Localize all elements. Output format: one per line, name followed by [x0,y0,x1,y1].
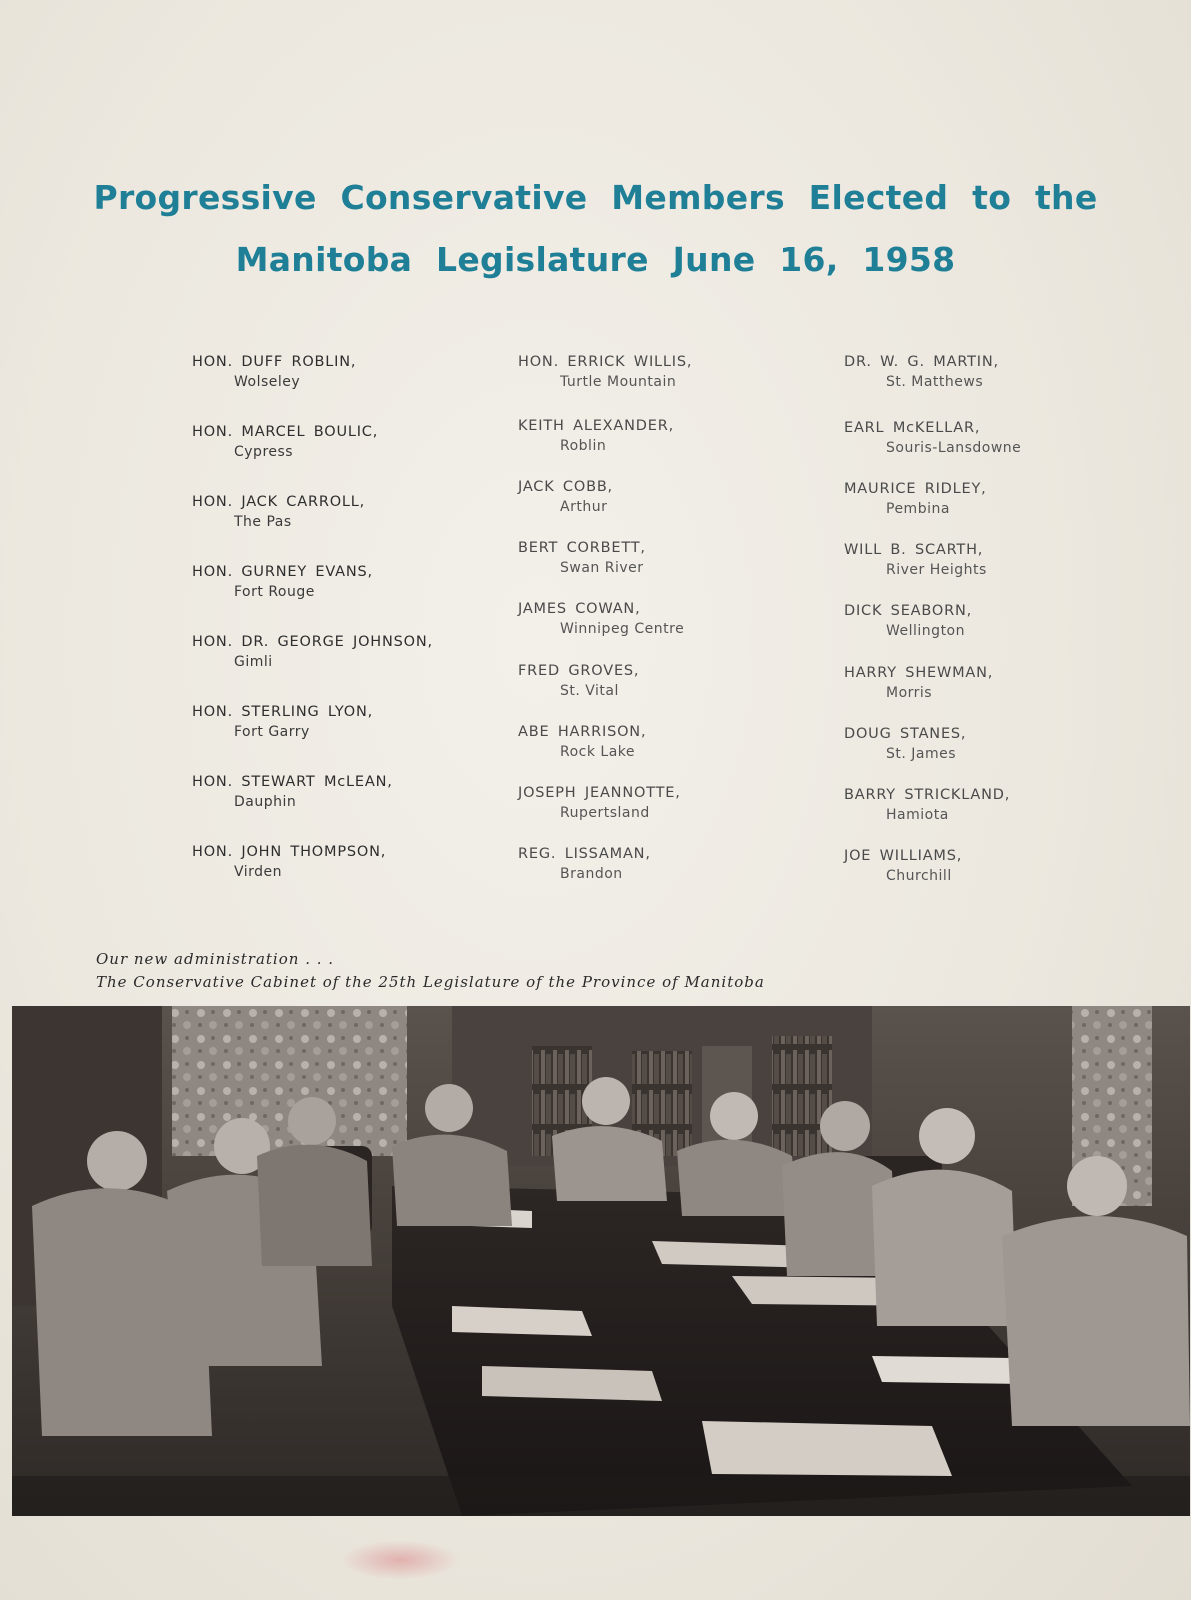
member-name: BARRY STRICKLAND, [844,787,1011,803]
member-name: EARL McKELLAR, [844,420,981,436]
member-riding: Arthur [560,499,608,515]
member-entry [518,661,818,701]
member-riding: Gimli [234,654,273,670]
member-name: FRED GROVES, [518,663,640,679]
member-name: JOSEPH JEANNOTTE, [518,785,681,801]
ink-smudge [340,1540,460,1580]
cabinet-photo [12,1006,1190,1516]
member-entry [844,601,1144,641]
member-riding: Swan River [560,560,644,576]
member-name: HON. STEWART McLEAN, [192,774,393,790]
caption-line-2: The Conservative Cabinet of the 25th Legislature of the Province of Manitoba [96,973,765,991]
member-riding: Turtle Mountain [560,374,677,390]
member-riding: St. Vital [560,683,619,699]
member-name: WILL B. SCARTH, [844,542,984,558]
member-name: JACK COBB, [518,479,613,495]
member-name: HON. GURNEY EVANS, [192,564,373,580]
member-entry [192,702,492,742]
member-riding: Souris-Lansdowne [886,440,1022,456]
member-entry [518,352,818,392]
member-entry [844,663,1144,703]
member-riding: Brandon [560,866,623,882]
member-name: HON. MARCEL BOULIC, [192,424,379,440]
member-riding: Dauphin [234,794,297,810]
title-line-2: Manitoba Legislature June 16, 1958 [235,240,956,279]
title-line-1: Progressive Conservative Members Elected to the [93,178,1098,217]
member-riding: Pembina [886,501,950,517]
member-riding: Rock Lake [560,744,636,760]
member-entry [844,479,1144,519]
member-riding: The Pas [234,514,292,530]
member-entry [192,632,492,672]
member-entry [844,785,1144,825]
member-name: HON. JACK CARROLL, [192,494,366,510]
member-entry [518,599,818,639]
member-riding: St. James [886,746,957,762]
member-entry [518,783,818,823]
member-name: DICK SEABORN, [844,603,973,619]
member-riding: Hamiota [886,807,949,823]
member-name: JOE WILLIAMS, [844,848,963,864]
member-riding: Fort Garry [234,724,310,740]
member-entry [844,540,1144,580]
member-name: DR. W. G. MARTIN, [844,354,999,370]
member-name: HON. STERLING LYON, [192,704,374,720]
member-entry [844,846,1144,886]
member-entry [518,538,818,578]
member-name: ABE HARRISON, [518,724,647,740]
member-riding: Winnipeg Centre [560,621,685,637]
member-name: MAURICE RIDLEY, [844,481,987,497]
member-riding: Fort Rouge [234,584,315,600]
member-riding: Roblin [560,438,607,454]
member-name: HON. ERRICK WILLIS, [518,354,693,370]
member-name: HON. DUFF ROBLIN, [192,354,357,370]
member-name: HARRY SHEWMAN, [844,665,994,681]
photo-caption [96,948,765,994]
member-name: KEITH ALEXANDER, [518,418,674,434]
member-entry [192,492,492,532]
member-entry [518,844,818,884]
member-riding: Churchill [886,868,952,884]
member-entry [192,772,492,812]
member-name: JAMES COWAN, [518,601,641,617]
member-riding: Wellington [886,623,965,639]
member-entry [844,724,1144,764]
member-riding: Cypress [234,444,294,460]
member-name: HON. DR. GEORGE JOHNSON, [192,634,433,650]
member-entry [192,842,492,882]
member-entry [518,416,818,456]
member-entry [518,722,818,762]
member-name: DOUG STANES, [844,726,967,742]
member-name: BERT CORBETT, [518,540,646,556]
member-entry [844,352,1144,392]
member-riding: River Heights [886,562,987,578]
member-riding: Virden [234,864,283,880]
member-name: REG. LISSAMAN, [518,846,651,862]
member-entry [192,562,492,602]
member-name: HON. JOHN THOMPSON, [192,844,387,860]
member-riding: St. Matthews [886,374,984,390]
member-riding: Wolseley [234,374,301,390]
member-entry [192,422,492,462]
member-entry [518,477,818,517]
member-entry [844,418,1144,458]
member-riding: Morris [886,685,933,701]
cabinet-photo-illustration [12,1006,1190,1516]
caption-line-1: Our new administration . . . [96,950,335,968]
member-entry [192,352,492,392]
member-riding: Rupertsland [560,805,650,821]
